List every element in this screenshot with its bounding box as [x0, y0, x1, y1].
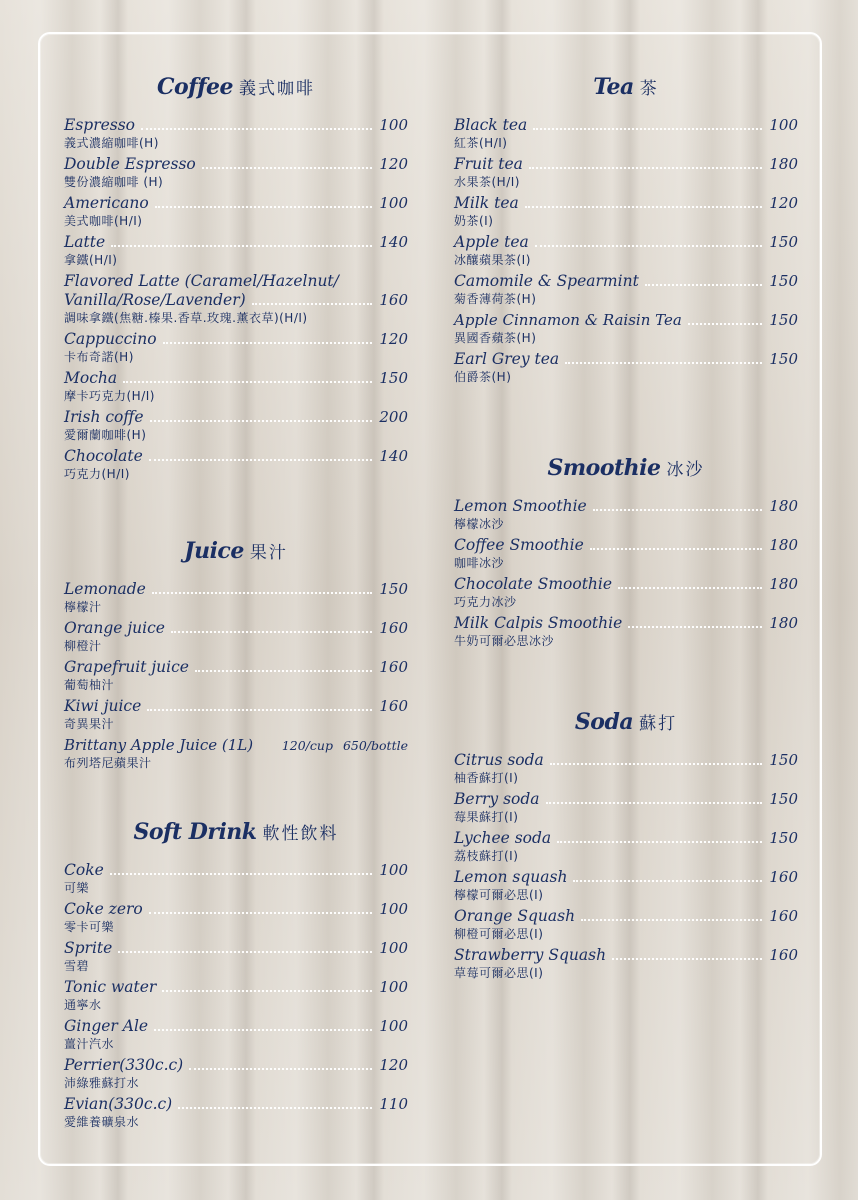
item-name-zh: 美式咖啡(H/I) [64, 214, 143, 228]
menu-item [64, 1056, 408, 1092]
item-price-bottle: 650/bottle [342, 738, 408, 753]
dot-leader [593, 508, 762, 511]
item-name-line2: Vanilla/Rose/Lavender) [64, 291, 246, 309]
item-price: 150 [769, 790, 798, 808]
dot-leader [123, 380, 372, 383]
item-name-zh: 卡布奇諾(H) [64, 350, 134, 364]
menu-item [64, 900, 408, 936]
menu-item [454, 497, 798, 533]
dot-leader [565, 361, 762, 364]
menu-item [454, 536, 798, 572]
dot-leader [533, 127, 762, 130]
dot-leader [171, 630, 372, 633]
dot-leader [149, 458, 372, 461]
dot-leader [535, 244, 762, 247]
item-name: Apple Cinnamon & Raisin Tea [454, 311, 682, 329]
item-price: 160 [379, 291, 408, 309]
item-price: 150 [769, 272, 798, 290]
item-name-zh: 摩卡巧克力(H/I) [64, 389, 155, 403]
item-name-zh: 檸檬汁 [64, 600, 102, 614]
item-name: Sprite [64, 939, 113, 957]
item-name-zh: 水果茶(H/I) [454, 175, 520, 189]
dot-leader [110, 872, 372, 875]
item-price: 160 [379, 658, 408, 676]
item-name: Americano [64, 194, 149, 212]
item-price: 150 [769, 311, 798, 329]
item-name-zh: 菊香薄荷茶(H) [454, 292, 537, 306]
juice-section [64, 534, 408, 772]
menu-item [64, 233, 408, 269]
dot-leader [581, 918, 762, 921]
item-name: Kiwi juice [64, 697, 142, 715]
section-title-en: Coffee [156, 74, 234, 100]
section-title-zh: 義式咖啡 [239, 79, 316, 99]
item-name-zh: 雪碧 [64, 959, 90, 973]
item-price: 100 [379, 861, 408, 879]
menu-item [64, 861, 408, 897]
menu-right-column [454, 70, 798, 985]
menu-item [64, 116, 408, 152]
dot-leader [573, 879, 762, 882]
item-name: Ginger Ale [64, 1017, 149, 1035]
item-name-zh: 愛爾蘭咖啡(H) [64, 428, 147, 442]
item-name-zh: 可樂 [64, 881, 90, 895]
item-price: 120 [769, 194, 798, 212]
menu-item [454, 155, 798, 191]
section-title-en: Soda [574, 709, 634, 735]
coffee-section [64, 70, 408, 483]
item-name-zh: 葡萄柚汁 [64, 678, 115, 692]
menu-item [454, 829, 798, 865]
dot-leader [162, 989, 372, 992]
item-name: Apple tea [454, 233, 529, 251]
menu-item [454, 868, 798, 904]
item-price: 140 [379, 447, 408, 465]
item-price: 180 [769, 497, 798, 515]
item-name-zh: 布列塔尼蘋果汁 [64, 756, 152, 770]
item-name-zh: 柳橙可爾必思(I) [454, 927, 544, 941]
item-name: Mocha [64, 369, 118, 387]
tea-section-title [454, 70, 798, 104]
item-name-zh: 巧克力(H/I) [64, 467, 130, 481]
dot-leader [550, 762, 762, 765]
menu-item [454, 575, 798, 611]
item-price: 100 [379, 116, 408, 134]
menu-item [64, 272, 408, 327]
item-name: Lemon Smoothie [454, 497, 587, 515]
menu-item [454, 790, 798, 826]
item-price: 160 [769, 868, 798, 886]
item-name: Lemon squash [454, 868, 568, 886]
item-name-zh: 咖啡冰沙 [454, 556, 505, 570]
dot-leader [202, 166, 372, 169]
menu-item [64, 369, 408, 405]
menu-item [64, 330, 408, 366]
item-name: Irish coffe [64, 408, 144, 426]
item-name: Berry soda [454, 790, 540, 808]
menu-item [64, 155, 408, 191]
item-name: Espresso [64, 116, 136, 134]
dot-leader [590, 547, 762, 550]
item-name: Milk tea [454, 194, 519, 212]
item-price: 120 [379, 155, 408, 173]
smoothie-section [454, 451, 798, 650]
item-name-zh: 荔枝蘇打(I) [454, 849, 519, 863]
item-price: 110 [379, 1095, 408, 1113]
item-price: 150 [379, 580, 408, 598]
section-title-en: Juice [184, 538, 244, 564]
dot-leader [149, 911, 372, 914]
section-title-zh: 軟性飲料 [262, 824, 339, 844]
item-price: 120 [379, 1056, 408, 1074]
menu-item [64, 619, 408, 655]
item-price: 140 [379, 233, 408, 251]
dot-leader [111, 244, 372, 247]
item-name: Tonic water [64, 978, 157, 996]
item-price: 160 [379, 697, 408, 715]
item-price: 160 [379, 619, 408, 637]
item-name: Evian(330c.c) [64, 1095, 173, 1113]
item-name-zh: 異國香蘋茶(H) [454, 331, 537, 345]
item-name-zh: 檸檬可爾必思(I) [454, 888, 544, 902]
smoothie-section-title [454, 451, 798, 485]
section-title-zh: 冰沙 [666, 460, 705, 480]
item-name: Brittany Apple Juice (1L) [64, 736, 254, 754]
item-name-zh: 草莓可爾必思(I) [454, 966, 544, 980]
item-name-zh: 雙份濃縮咖啡 (H) [64, 175, 164, 189]
item-price: 150 [769, 751, 798, 769]
menu-item [64, 1095, 408, 1131]
item-price: 160 [769, 907, 798, 925]
menu-item [454, 233, 798, 269]
item-name: Coke zero [64, 900, 143, 918]
item-name-zh: 沛綠雅蘇打水 [64, 1076, 140, 1090]
item-name: Orange Squash [454, 907, 576, 925]
item-price: 180 [769, 536, 798, 554]
item-price: 180 [769, 575, 798, 593]
item-price: 180 [769, 155, 798, 173]
dot-leader [628, 625, 762, 628]
dot-leader [618, 586, 762, 589]
section-title-zh: 蘇打 [639, 714, 678, 734]
item-name-zh: 柚香蘇打(I) [454, 771, 519, 785]
menu-item [454, 751, 798, 787]
section-title-en: Soft Drink [133, 819, 257, 845]
item-price: 100 [379, 900, 408, 918]
menu-item [64, 194, 408, 230]
menu-item [454, 272, 798, 308]
item-name: Double Espresso [64, 155, 196, 173]
item-price: 120 [379, 330, 408, 348]
item-name: Black tea [454, 116, 528, 134]
menu-item [454, 350, 798, 386]
tea-section [454, 70, 798, 386]
dot-leader [612, 957, 762, 960]
item-name-zh: 牛奶可爾必思冰沙 [454, 634, 555, 648]
menu-item [64, 580, 408, 616]
item-price: 100 [379, 194, 408, 212]
item-name: Strawberry Squash [454, 946, 607, 964]
item-name: Camomile & Spearmint [454, 272, 639, 290]
item-price: 100 [379, 1017, 408, 1035]
item-name-zh: 零卡可樂 [64, 920, 115, 934]
menu-item [454, 116, 798, 152]
item-name-zh: 紅茶(H/I) [454, 136, 508, 150]
item-name: Chocolate [64, 447, 143, 465]
item-name-line1: Flavored Latte (Caramel/Hazelnut/ [64, 272, 339, 290]
menu-left-column [64, 70, 408, 1134]
item-name-zh: 巧克力冰沙 [454, 595, 517, 609]
item-price: 100 [769, 116, 798, 134]
juice-section-title [64, 534, 408, 568]
item-name: Perrier(330c.c) [64, 1056, 184, 1074]
dot-leader [152, 591, 372, 594]
item-name-zh: 義式濃縮咖啡(H) [64, 136, 159, 150]
soft-drink-section [64, 815, 408, 1131]
dot-leader [529, 166, 762, 169]
item-name: Orange juice [64, 619, 165, 637]
item-name-zh: 拿鐵(H/I) [64, 253, 118, 267]
item-price: 180 [769, 614, 798, 632]
dot-leader [189, 1067, 372, 1070]
dot-leader [645, 283, 762, 286]
dot-leader [147, 708, 372, 711]
dot-leader [546, 801, 762, 804]
item-price: 150 [769, 350, 798, 368]
menu-item [454, 946, 798, 982]
item-price: 150 [379, 369, 408, 387]
coffee-section-title [64, 70, 408, 104]
item-name: Coffee Smoothie [454, 536, 584, 554]
section-title-zh: 果汁 [249, 543, 288, 563]
menu-item [454, 907, 798, 943]
item-name: Fruit tea [454, 155, 523, 173]
item-name: Lychee soda [454, 829, 552, 847]
menu-item [64, 939, 408, 975]
item-name-zh: 柳橙汁 [64, 639, 102, 653]
menu-item [64, 408, 408, 444]
item-name: Citrus soda [454, 751, 544, 769]
menu-item [64, 736, 408, 772]
soda-section-title [454, 705, 798, 739]
dot-leader [163, 341, 372, 344]
menu-item [454, 311, 798, 347]
item-name: Latte [64, 233, 106, 251]
item-name-zh: 冰釀蘋果茶(I) [454, 253, 531, 267]
item-name: Grapefruit juice [64, 658, 189, 676]
item-name-zh: 檸檬冰沙 [454, 517, 505, 531]
item-price: 100 [379, 939, 408, 957]
menu-item [64, 978, 408, 1014]
item-price: 100 [379, 978, 408, 996]
item-name-zh: 通寧水 [64, 998, 102, 1012]
soda-section [454, 705, 798, 982]
menu-item [64, 658, 408, 694]
item-name-zh: 愛維養礦泉水 [64, 1115, 140, 1129]
dot-leader [557, 840, 762, 843]
section-title-zh: 茶 [639, 79, 659, 99]
dot-leader [155, 205, 372, 208]
item-name-zh: 莓果蘇打(I) [454, 810, 519, 824]
dot-leader [195, 669, 372, 672]
item-price: 160 [769, 946, 798, 964]
item-name-zh: 調味拿鐵(焦糖.榛果.香草.玫瑰.薰衣草)(H/I) [64, 311, 308, 325]
item-name: Cappuccino [64, 330, 157, 348]
item-price-cup: 120/cup [281, 738, 333, 753]
dot-leader [154, 1028, 372, 1031]
menu-item [64, 697, 408, 733]
section-title-en: Tea [593, 74, 634, 100]
item-name: Chocolate Smoothie [454, 575, 613, 593]
menu-item [454, 614, 798, 650]
section-title-en: Smoothie [547, 455, 661, 481]
dot-leader [525, 205, 762, 208]
dot-leader [150, 419, 372, 422]
dot-leader [118, 950, 372, 953]
item-name-zh: 薑汁汽水 [64, 1037, 115, 1051]
item-name-zh: 奇異果汁 [64, 717, 115, 731]
menu-item [64, 1017, 408, 1053]
item-name-zh: 伯爵茶(H) [454, 370, 512, 384]
menu-item [454, 194, 798, 230]
dot-leader [688, 322, 762, 325]
item-name: Lemonade [64, 580, 146, 598]
item-name: Coke [64, 861, 104, 879]
item-price: 200 [379, 408, 408, 426]
item-name: Milk Calpis Smoothie [454, 614, 623, 632]
menu-item [64, 447, 408, 483]
item-price: 150 [769, 233, 798, 251]
dot-leader [178, 1106, 372, 1109]
item-price: 150 [769, 829, 798, 847]
item-name: Earl Grey tea [454, 350, 560, 368]
dot-leader [252, 302, 372, 305]
soft-drink-section-title [64, 815, 408, 849]
dot-leader [141, 127, 372, 130]
item-name-zh: 奶茶(I) [454, 214, 494, 228]
